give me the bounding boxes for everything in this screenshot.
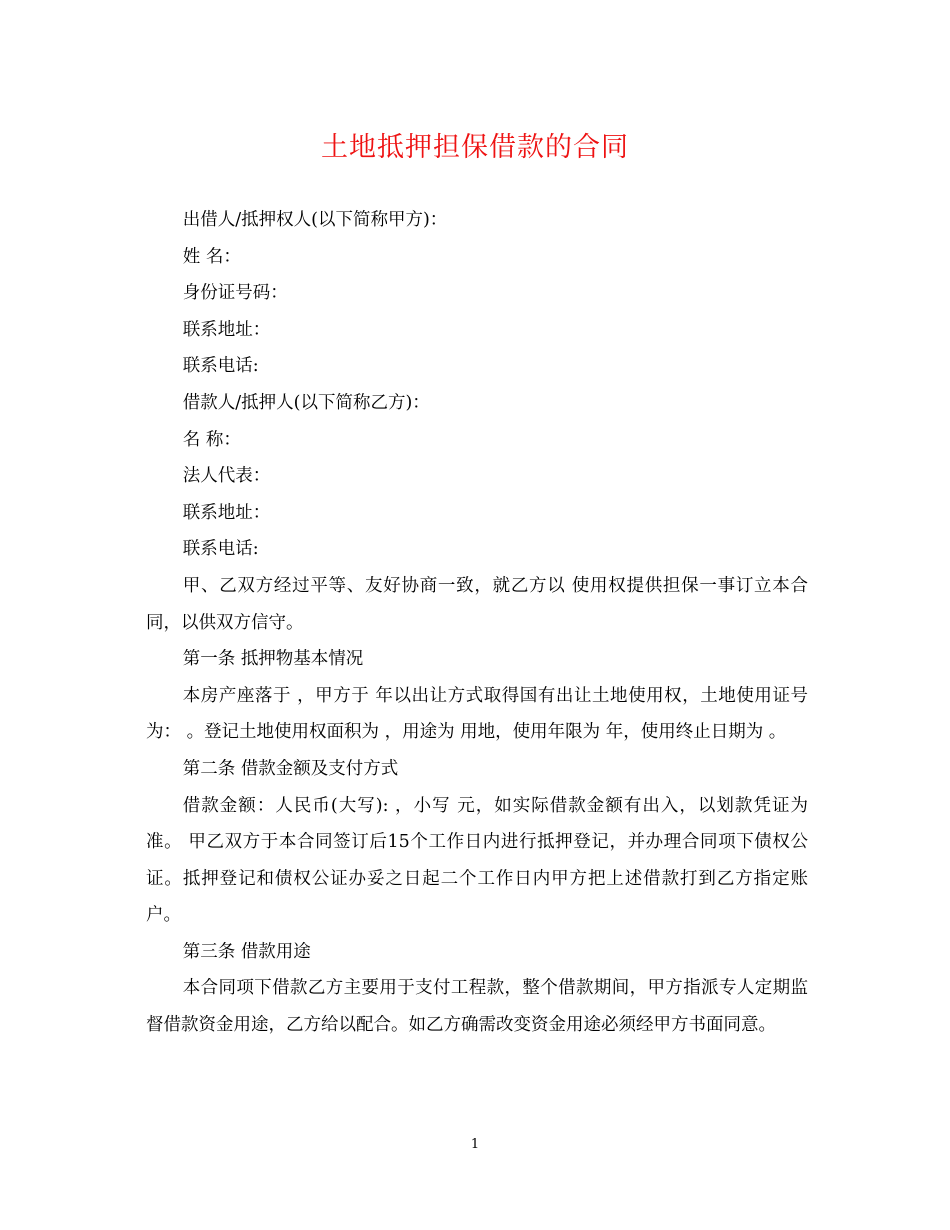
article-2-heading: 第二条 借款金额及支付方式 (182, 758, 399, 779)
paragraph-borrower-name: 名 称： (182, 429, 241, 450)
article-1-heading: 第一条 抵押物基本情况 (182, 649, 364, 670)
document-title: 土地抵押担保借款的合同 (321, 132, 629, 163)
article-3-heading: 第三条 借款用途 (182, 941, 311, 962)
paragraph-borrower-address: 联系地址： (182, 502, 271, 523)
document-body (146, 202, 808, 1044)
paragraph-lender-phone: 联系电话: (182, 356, 259, 377)
paragraph-borrower-heading: 借款人/抵押人(以下简称乙方)： (182, 392, 430, 413)
paragraph-lender-address: 联系地址： (182, 319, 271, 340)
article-1-content: 本房产座落于 ，甲方于 年以出让方式取得国有出让土地使用权，土地使用证号为： 。登记土地使用权面积为 ，用途为 用地，使用年限为 年，使用终止日期为 。 (146, 685, 808, 743)
page-number: 1 (470, 1137, 480, 1152)
paragraph-legal-representative: 法人代表： (182, 466, 271, 487)
paragraph-borrower-phone: 联系电话: (182, 539, 259, 560)
paragraph-agreement-intro: 甲、乙双方经过平等、友好协商一致，就乙方以 使用权提供担保一事订立本合同，以供双方信守。 (146, 575, 808, 633)
article-2-content: 借款金额：人民币(大写): ，小写 元，如实际借款金额有出入，以划款凭证为准。 甲乙双方于本合同签订后15个工作日内进行抵押登记，并办理合同项下债权公证。抵押登记和债权公证办妥之日起二个工作日内甲方把上述借款打到乙方指定账户。 (146, 795, 808, 926)
paragraph-lender-name: 姓 名： (182, 246, 241, 267)
article-3-content: 本合同项下借款乙方主要用于支付工程款，整个借款期间，甲方指派专人定期监督借款资金用途，乙方给以配合。如乙方确需改变资金用途必须经甲方书面同意。 (146, 978, 808, 1036)
paragraph-lender-heading: 出借人/抵押权人(以下简称甲方)： (182, 210, 448, 230)
paragraph-lender-id: 身份证号码： (182, 283, 288, 304)
